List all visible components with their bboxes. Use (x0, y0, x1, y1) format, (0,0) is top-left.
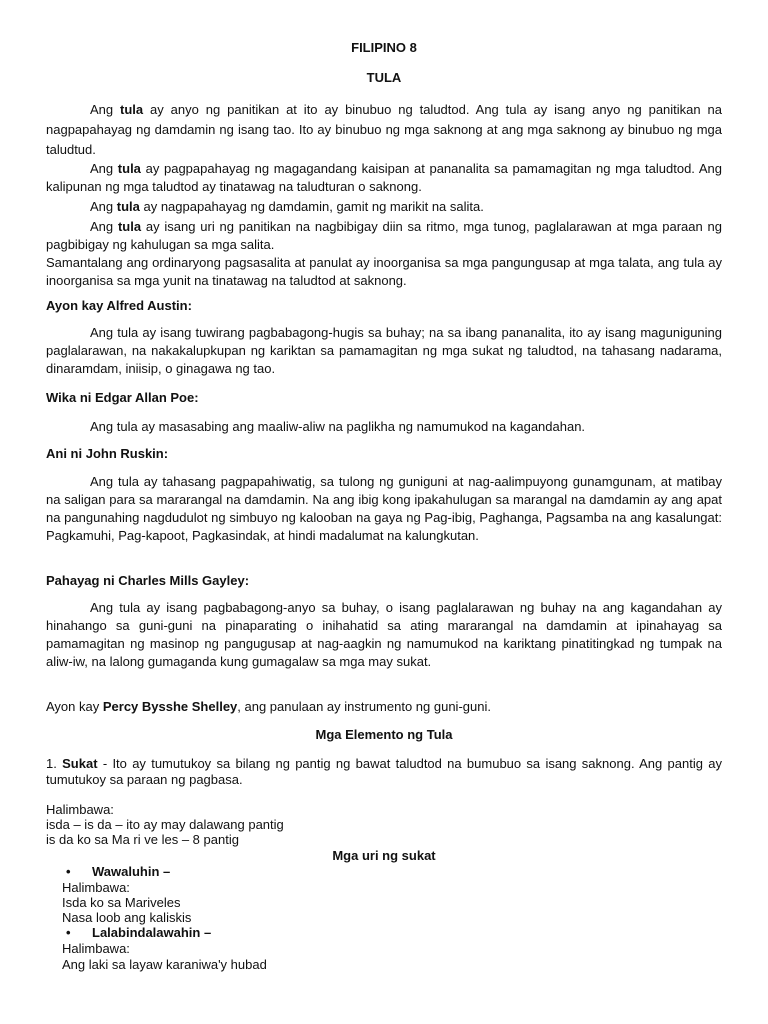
bullet-icon: • (66, 925, 71, 940)
example-label: Halimbawa: (46, 802, 114, 817)
shelley-line: Ayon kay Percy Bysshe Shelley, ang panulaan ay instrumento ng guni-guni. (46, 699, 491, 714)
quote-text-austin: Ang tula ay isang tuwirang pagbabagong-hugis sa buhay; na sa ibang pananalita, ito ay isang maguniguning paglalarawan, na nakakalupkupan ng kariktan sa pamamagitan ng mga sukat ng taludtod, na tahasang nadarama, dinaramdam, iniisip, o ginagawa ng tao. (46, 325, 722, 376)
subject-title: FILIPINO 8 (351, 40, 417, 55)
sukat-paragraph: 1. Sukat - Ito ay tumutukoy sa bilang ng pantig ng bawat taludtod na bumubuo sa isang saknong. Ang pantig ay tumutukoy sa paraan ng pagbasa. (46, 756, 722, 787)
example-line-1: isda – is da – ito ay may dalawang pantig (46, 817, 284, 832)
wawaluhin-example-label: Halimbawa: (62, 880, 130, 895)
quote-heading-poe: Wika ni Edgar Allan Poe: (46, 390, 199, 405)
lalabindalawahin-example-line-1: Ang laki sa layaw karaniwa'y hubad (62, 957, 267, 972)
quote-heading-gayley: Pahayag ni Charles Mills Gayley: (46, 573, 250, 588)
example-line-2: is da ko sa Ma ri ve les – 8 pantig (46, 832, 239, 847)
type-lalabindalawahin: • Lalabindalawahin – (66, 925, 212, 940)
intro-paragraph-1: Ang tula ay anyo ng panitikan at ito ay binubuo ng taludtod. Ang tula ay isang anyo ng panitikan na nagpapahayag ng damdamin ng isang tao. Ito ay binubuo ng mga saknong at ang mga saknong ay binubuo ng mga taludtud. (46, 102, 722, 157)
wawaluhin-example-line-2: Nasa loob ang kaliskis (62, 910, 192, 925)
type-wawaluhin: • Wawaluhin – (66, 864, 171, 879)
quote-text-ruskin: Ang tula ay tahasang pagpapahiwatig, sa tulong ng guniguni at nag-aalimpuyong gunamgunam, at matibay na saligan para sa mararangal na damdamin. Na ang ibig kong ipakahulugan sa marangal na damdamin ay ang apat na pangunahing nagdudulot ng simbuyo ng kalooban na gaya ng Pag-ibig, Paghanga, Pagsamba na ang kasalungat: Pagkamuhi, Pag-kapoot, Pagkasindak, at hindi madalumat na kalungkutan. (46, 474, 722, 543)
quote-text-gayley: Ang tula ay isang pagbabagong-anyo sa buhay, o isang paglalarawan ng buhay na ang kagandahan ay hinahango sa guni-guni na pinaparating o inihahatid sa ating mararangal na damdamin at ipinahayag sa pamamagitan ng masinop ng pangugusap at nag-aagkin ng namumukod na kariktang pinatitingkad ng tumpak na aliw-iw, na lalong gumaganda kung gumagalaw sa mga may sukat. (46, 600, 722, 669)
intro-paragraph-2: Ang tula ay pagpapahayag ng magagandang kaisipan at pananalita sa pamamagitan ng mga taludtod. Ang kalipunan ng mga taludtod ay tinatawag na taludturan o saknong. (46, 161, 722, 194)
quote-heading-austin: Ayon kay Alfred Austin: (46, 298, 192, 313)
intro-paragraph-5: Samantalang ang ordinaryong pagsasalita at panulat ay inoorganisa sa mga pangungusap at mga talata, ang tula ay inoorganisa sa mga yunit na tinatawag na taludtod at saknong. (46, 255, 722, 288)
quote-text-poe: Ang tula ay masasabing ang maaliw-aliw na paglikha ng namumukod na kagandahan. (90, 419, 586, 434)
intro-paragraph-3: Ang tula ay nagpapahayag ng damdamin, gamit ng marikit na salita. (90, 199, 484, 214)
topic-title: TULA (366, 70, 402, 85)
elements-title: Mga Elemento ng Tula (315, 727, 453, 742)
quote-heading-ruskin: Ani ni John Ruskin: (46, 446, 169, 461)
bullet-icon: • (66, 864, 71, 879)
wawaluhin-example-line-1: Isda ko sa Mariveles (62, 895, 181, 910)
intro-paragraph-4: Ang tula ay isang uri ng panitikan na nagbibigay diin sa ritmo, mga tunog, paglalarawan at mga paraan ng pagbibigay ng kahulugan sa mga salita. (46, 219, 722, 252)
types-title: Mga uri ng sukat (332, 848, 436, 863)
lalabindalawahin-example-label: Halimbawa: (62, 941, 130, 956)
